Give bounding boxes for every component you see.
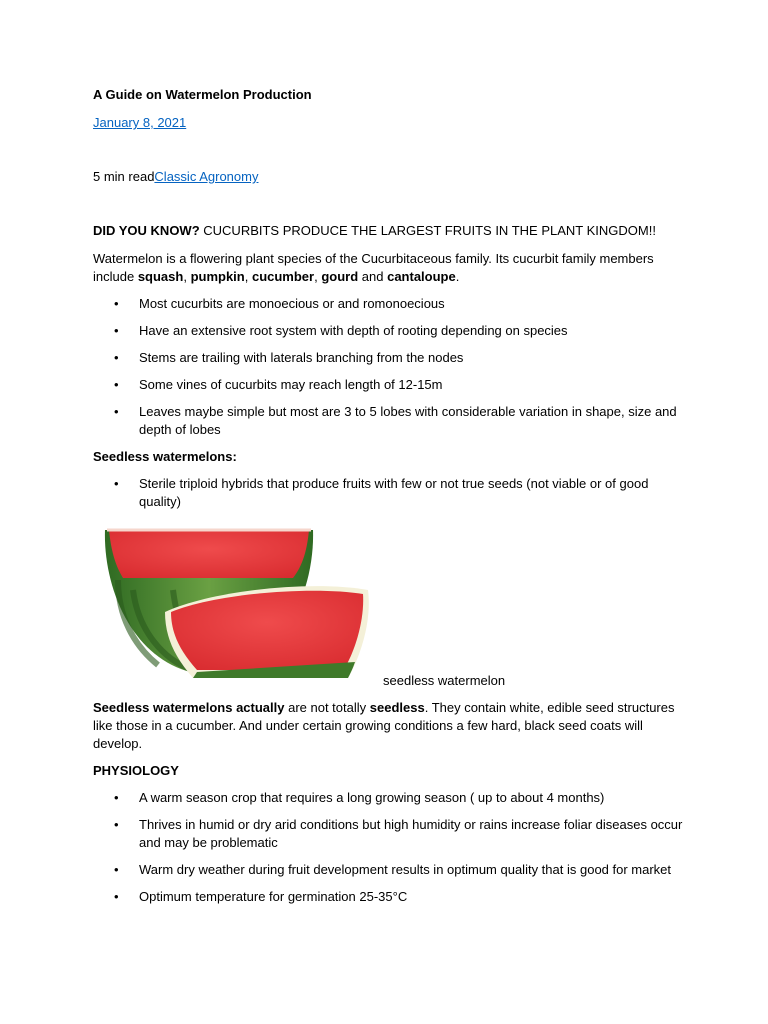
list-item: [93, 295, 683, 313]
dyk-text: CUCURBITS PRODUCE THE LARGEST FRUITS IN THE PLANT KINGDOM!!: [199, 223, 656, 238]
bullet-icon: •: [114, 790, 119, 805]
intro-sep: ,: [183, 269, 191, 284]
list-item: [93, 403, 683, 439]
intro-sep: ,: [244, 269, 252, 284]
bullet-icon: •: [114, 817, 119, 832]
list-item: [93, 475, 683, 511]
meta-line: [93, 168, 683, 186]
document-page: [93, 86, 683, 915]
intro-and: and: [358, 269, 388, 284]
list-item-text: Warm dry weather during fruit development results in optimum quality that is good for market: [139, 862, 672, 877]
intro-paragraph: [93, 250, 683, 286]
category-link[interactable]: Classic Agronomy: [154, 169, 259, 184]
term-gourd: gourd: [321, 269, 359, 284]
list-item-text: Some vines of cucurbits may reach length of 12-15m: [139, 377, 443, 392]
seedless-list: [93, 475, 683, 511]
term-pumpkin: pumpkin: [190, 269, 245, 284]
seedless-text-1: are not totally: [284, 700, 370, 715]
list-item: [93, 349, 683, 367]
intro-end: .: [455, 269, 460, 284]
list-item-text: Leaves maybe simple but most are 3 to 5 lobes with considerable variation in shape, size and depth of lobes: [139, 404, 677, 437]
bullet-icon: •: [114, 476, 119, 491]
list-item: [93, 322, 683, 340]
list-item-text: Have an extensive root system with depth of rooting depending on species: [139, 323, 568, 338]
bullet-icon: •: [114, 889, 119, 904]
intro-text: Watermelon is a flowering plant species of the Cucurbitaceous family. Its cucurbit family members include: [93, 251, 654, 284]
list-item: [93, 861, 683, 879]
physiology-heading: PHYSIOLOGY: [93, 763, 179, 778]
read-time: 5 min read: [93, 169, 155, 184]
seedless-bold-2: seedless: [369, 700, 425, 715]
bullet-icon: •: [114, 862, 119, 877]
list-item: [93, 376, 683, 394]
image-caption: seedless watermelon: [383, 673, 506, 688]
seedless-heading: Seedless watermelons:: [93, 449, 237, 464]
seedless-paragraph: [93, 699, 683, 753]
list-item-text: Most cucurbits are monoecious or and romonoecious: [139, 296, 445, 311]
document-title: A Guide on Watermelon Production: [93, 87, 312, 102]
bullet-icon: •: [114, 350, 119, 365]
term-squash: squash: [137, 269, 184, 284]
term-cucumber: cucumber: [251, 269, 315, 284]
watermelon-image: [93, 520, 383, 680]
did-you-know: [93, 222, 683, 240]
physiology-list: [93, 789, 683, 906]
list-item: [93, 888, 683, 906]
list-item-text: Stems are trailing with laterals branching from the nodes: [139, 350, 464, 365]
bullet-icon: •: [114, 323, 119, 338]
list-item-text: Thrives in humid or dry arid conditions but high humidity or rains increase foliar diseases occur and may be problematic: [139, 817, 683, 850]
bullet-icon: •: [114, 296, 119, 311]
intro-sep: ,: [314, 269, 322, 284]
watermelon-figure: [93, 520, 683, 690]
bullet-icon: •: [114, 404, 119, 419]
list-item: [93, 816, 683, 852]
seedless-bold-1: Seedless watermelons actually: [93, 700, 285, 715]
cucurbit-facts-list: [93, 295, 683, 439]
list-item-text: Optimum temperature for germination 25-35°C: [139, 889, 408, 904]
list-item-text: A warm season crop that requires a long growing season ( up to about 4 months): [139, 790, 605, 805]
dyk-label: DID YOU KNOW?: [93, 223, 200, 238]
list-item-text: Sterile triploid hybrids that produce fruits with few or not true seeds (not viable or of good quality): [139, 476, 649, 509]
bullet-icon: •: [114, 377, 119, 392]
seedless-text-2: . They contain white, edible seed structures like those in a cucumber. And under certain growing conditions a few hard, black seed coats will develop.: [93, 700, 675, 751]
term-cantaloupe: cantaloupe: [387, 269, 456, 284]
list-item: [93, 789, 683, 807]
date-link[interactable]: January 8, 2021: [93, 115, 187, 130]
